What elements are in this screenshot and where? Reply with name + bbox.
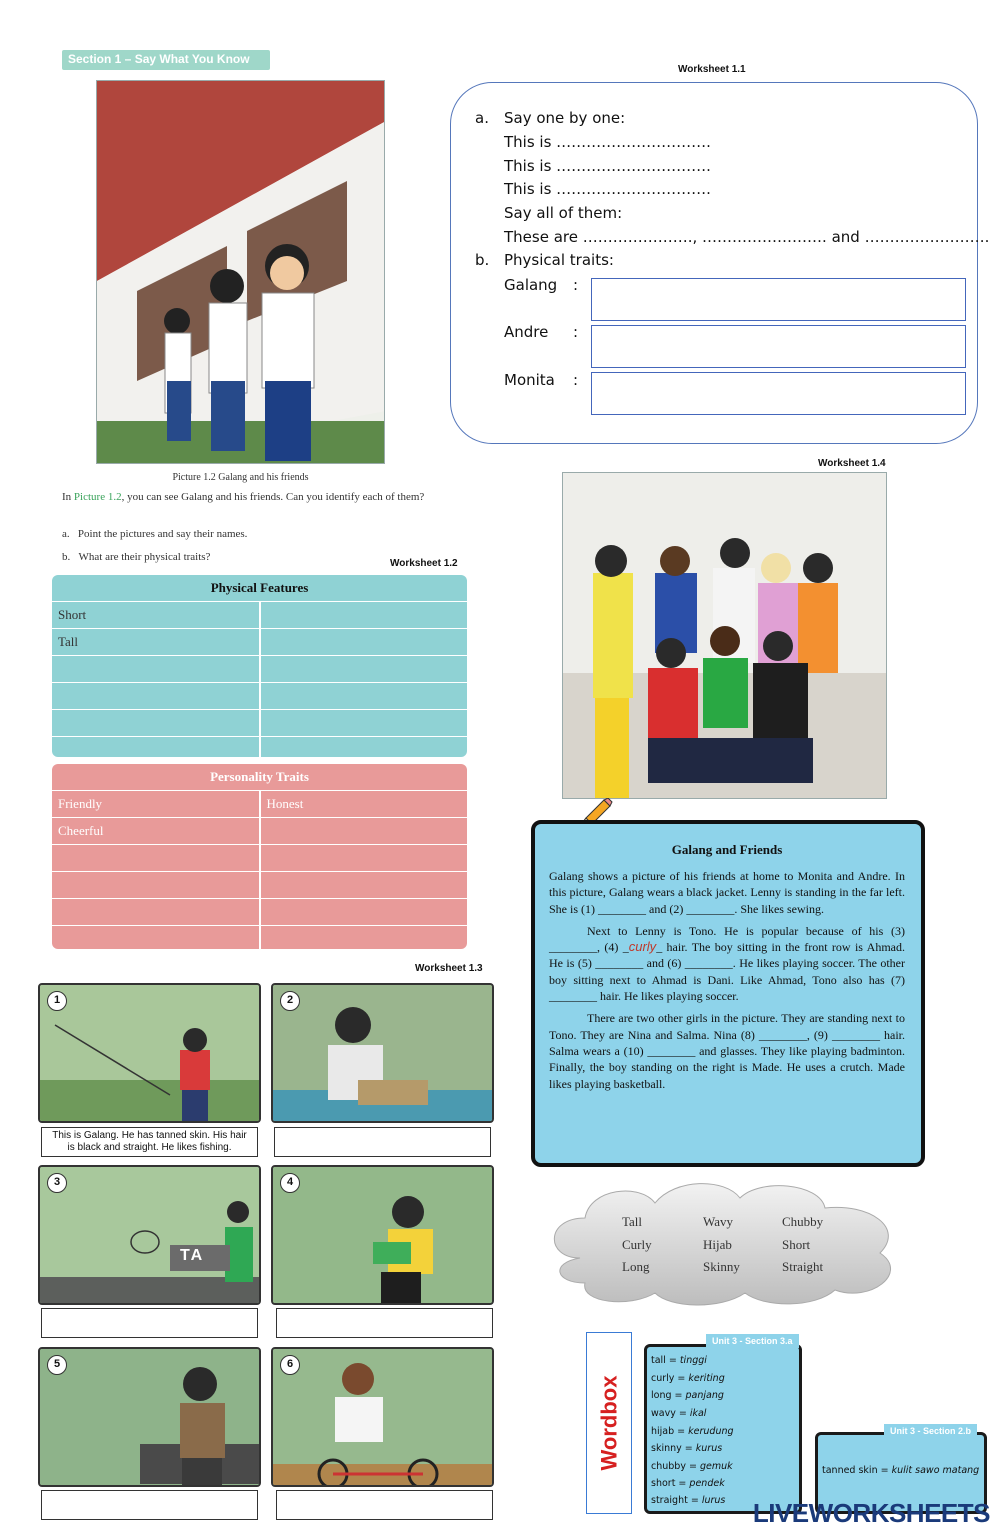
vocab-item <box>651 1478 725 1489</box>
fishing-scene <box>40 985 261 1123</box>
vocab-term: skinny = <box>651 1443 696 1454</box>
vocab-card-1-tab: Unit 3 - Section 3.a <box>706 1334 799 1348</box>
table-cell: Honest <box>259 791 468 817</box>
table-cell-input[interactable] <box>259 629 468 655</box>
wordbox-title-text: Wordbox <box>596 1375 622 1471</box>
table-row <box>52 790 467 817</box>
personality-traits-table <box>52 764 467 949</box>
trait-name-galang: Galang <box>504 276 558 294</box>
vocab-card-2-tab: Unit 3 - Section 2.b <box>884 1424 977 1438</box>
trait-name-andre: Andre <box>504 323 549 341</box>
worksheet-1-1-box <box>450 82 990 444</box>
word-cloud <box>540 1178 908 1308</box>
panel-number: 4 <box>280 1173 300 1193</box>
story-box <box>531 820 925 1167</box>
comic-panel-3 <box>38 1165 261 1305</box>
table-row <box>52 844 467 871</box>
panel-number: 1 <box>47 991 67 1011</box>
cloud-word[interactable]: Tall <box>622 1214 643 1229</box>
comic-panel-1 <box>38 983 261 1123</box>
table-cell-input[interactable] <box>52 710 259 736</box>
panel-caption-2[interactable] <box>274 1127 491 1157</box>
picture-galang-friends <box>96 80 385 464</box>
vocab-term: short = <box>651 1478 690 1489</box>
vocab-item <box>651 1426 734 1437</box>
cloud-word[interactable]: Chubby <box>782 1214 824 1229</box>
badminton-scene <box>40 1167 261 1305</box>
vocab-item <box>651 1461 733 1472</box>
intro-rest: , you can see Galang and his friends. Can you identify each of them? <box>121 491 425 503</box>
vocab-translation: kurus <box>695 1443 723 1454</box>
school-illustration <box>97 81 385 464</box>
story-paragraph-2 <box>549 923 905 1004</box>
worksheet-1-4-label: Worksheet 1.4 <box>818 458 886 469</box>
phone-scene <box>273 985 494 1123</box>
vocab-term: wavy = <box>651 1408 690 1419</box>
table-row <box>52 925 467 949</box>
wordbox-title <box>586 1332 632 1514</box>
cloud-word[interactable]: Hijab <box>703 1237 732 1252</box>
physical-features-title: Physical Features <box>210 580 309 595</box>
vocab-item <box>651 1443 722 1454</box>
cloud-word[interactable]: Wavy <box>703 1214 733 1229</box>
trait-input-monita[interactable] <box>591 372 966 415</box>
table-row <box>52 655 467 682</box>
ws11-this-is-1[interactable]: This is …………………………. <box>504 133 711 151</box>
vocab-translation: panjang <box>685 1390 724 1401</box>
table-cell-input[interactable] <box>52 899 259 925</box>
vocab-translation: kulit sawo matang <box>891 1465 980 1476</box>
ws11-a-title: Say one by one: <box>504 109 626 127</box>
worksheet-1-1-label: Worksheet 1.1 <box>678 64 746 75</box>
section-badge: Section 1 – Say What You Know <box>62 50 270 70</box>
vocab-translation: ikal <box>689 1408 707 1419</box>
question-b-marker: b. <box>62 551 71 563</box>
table-cell-input[interactable] <box>52 737 259 757</box>
vocab-item <box>822 1465 979 1476</box>
panel-number: 5 <box>47 1355 67 1375</box>
story-paragraph-3: There are two other girls in the picture. They are standing next to Tono. They are Nina and Salma. Nina (8) ________, (9) ________ hair. Salma wears a (10) ________ and glasses. They like playing badminton. Finally, the boy standing on the right is Made. He uses a crutch. Made likes playing basketball. <box>549 1011 905 1091</box>
intro-prefix: In <box>62 491 74 503</box>
table-row <box>52 628 467 655</box>
trait-colon-andre: : <box>573 323 579 341</box>
table-row <box>52 601 467 628</box>
vocab-translation: kerudung <box>688 1426 734 1437</box>
table-cell-input[interactable] <box>259 683 468 709</box>
vocab-translation: pendek <box>689 1478 725 1489</box>
panel-number: 2 <box>280 991 300 1011</box>
vocab-term: tanned skin = <box>822 1465 892 1476</box>
panel-caption-5[interactable] <box>41 1490 258 1520</box>
bench-scene <box>40 1349 261 1487</box>
ws11-say-all: Say all of them: <box>504 204 623 222</box>
story-title: Galang and Friends <box>671 842 783 857</box>
vocab-item <box>651 1355 707 1366</box>
vocab-term: curly = <box>651 1373 689 1384</box>
story-p2-start: Next to Lenny is Tono. He is popular because of his (3) ________, (4) _ <box>549 923 905 955</box>
vocab-term: hijab = <box>651 1426 689 1437</box>
panel-number: 6 <box>280 1355 300 1375</box>
table-cell-input[interactable] <box>52 656 259 682</box>
ws11-b-marker: b. <box>475 251 490 269</box>
table-row <box>52 898 467 925</box>
vocab-term: long = <box>651 1390 686 1401</box>
trait-colon-galang: : <box>573 276 579 294</box>
worksheet-1-3-label: Worksheet 1.3 <box>415 963 483 974</box>
vocab-translation: tinggi <box>679 1355 707 1366</box>
vocab-translation: gemuk <box>699 1461 733 1472</box>
intro-link: Picture 1.2 <box>73 491 122 503</box>
table-cell-input[interactable] <box>259 845 468 871</box>
vocab-term: straight = <box>651 1495 702 1506</box>
vocab-item <box>651 1408 706 1419</box>
story-paragraph-1: Galang shows a picture of his friends at home to Monita and Andre. In this picture, Galang wears a black jacket. Lenny is standing in the far left. She is (1) ________ and (2) ________. She likes sewing. <box>549 869 905 916</box>
table-cell: Short <box>58 607 87 622</box>
table-cell-input[interactable] <box>259 818 468 844</box>
table-cell-input[interactable] <box>52 845 259 871</box>
trait-name-monita: Monita <box>504 371 555 389</box>
table-row <box>52 817 467 844</box>
table-cell-input[interactable] <box>259 899 468 925</box>
story-p2-end: _ hair. The boy sitting in the front row is Ahmad. He is (5) ________ and (6) ________. He likes playing soccer. The other boy sitting next to Ahmad is Dani. Like Ahmad, Tono also has (7) ________ hair. He likes playing soccer. <box>549 940 905 1004</box>
personality-traits-title: Personality Traits <box>210 769 309 784</box>
ws11-these-are[interactable]: These are …………………., ……………………. and ……………………. <box>504 228 990 246</box>
question-a <box>62 528 247 540</box>
vocab-item <box>651 1373 725 1384</box>
picture-caption: Picture 1.2 Galang and his friends <box>172 472 309 483</box>
cloud-word[interactable]: Short <box>782 1237 811 1252</box>
vocab-translation: lurus <box>701 1495 726 1506</box>
table-cell-input[interactable] <box>52 872 259 898</box>
panel-number: 3 <box>47 1173 67 1193</box>
story-answer-curly[interactable]: curly <box>628 939 657 955</box>
bicycle-scene <box>273 1349 494 1487</box>
comic-panel-6 <box>271 1347 494 1487</box>
physical-features-table <box>52 575 467 757</box>
vocab-translation: keriting <box>688 1373 725 1384</box>
table-cell-input[interactable] <box>52 683 259 709</box>
table-cell-input[interactable] <box>259 710 468 736</box>
table-cell-input[interactable] <box>259 926 468 949</box>
table-cell: Cheerful <box>58 823 104 838</box>
worksheet-1-2-label: Worksheet 1.2 <box>390 558 458 569</box>
table-row <box>52 709 467 736</box>
ws11-b-title: Physical traits: <box>504 251 614 269</box>
trait-colon-monita: : <box>573 371 579 389</box>
table-cell: Friendly <box>58 796 103 811</box>
ws11-this-is-3[interactable]: This is …………………………. <box>504 180 711 198</box>
table-cell-input[interactable] <box>259 737 468 757</box>
reading-scene <box>273 1167 494 1305</box>
vocab-item <box>651 1495 725 1506</box>
question-a-marker: a. <box>62 528 70 540</box>
panel-caption-3[interactable] <box>41 1308 258 1338</box>
table-cell-input[interactable] <box>52 926 259 949</box>
table-row <box>52 871 467 898</box>
comic-panel-2 <box>271 983 494 1123</box>
vocab-term: chubby = <box>651 1461 700 1472</box>
cloud-word[interactable]: Skinny <box>703 1259 740 1274</box>
ws11-this-is-2[interactable]: This is …………………………. <box>504 157 711 175</box>
picture-intro <box>62 490 432 505</box>
trait-input-galang[interactable] <box>591 278 966 321</box>
table-cell: Tall <box>58 634 79 649</box>
ws11-a-marker: a. <box>475 109 489 127</box>
panel3-sign-text: TA <box>180 1247 205 1264</box>
table-cell-input[interactable] <box>259 656 468 682</box>
panel-caption-4[interactable] <box>276 1308 493 1338</box>
vocab-term: tall = <box>651 1355 680 1366</box>
question-b-text: What are their physical traits? <box>78 551 211 563</box>
trait-input-andre[interactable] <box>591 325 966 368</box>
question-a-text: Point the pictures and say their names. <box>77 528 248 540</box>
cloud-word[interactable]: Curly <box>622 1237 652 1252</box>
question-b <box>62 551 210 563</box>
table-cell-input[interactable] <box>259 872 468 898</box>
cloud-word[interactable]: Long <box>622 1259 650 1274</box>
table-cell-input[interactable] <box>259 602 468 628</box>
cloud-word[interactable]: Straight <box>782 1259 824 1274</box>
comic-panel-4 <box>271 1165 494 1305</box>
comic-panel-5 <box>38 1347 261 1487</box>
friends-group-picture <box>562 472 887 799</box>
vocab-item <box>651 1390 724 1401</box>
table-row <box>52 682 467 709</box>
panel-caption-1: This is Galang. He has tanned skin. His hair is black and straight. He likes fishing. <box>41 1127 258 1157</box>
liveworksheets-logo[interactable]: LIVEWORKSHEETS <box>752 1498 990 1528</box>
panel-caption-6[interactable] <box>276 1490 493 1520</box>
group-illustration <box>563 473 887 799</box>
table-row <box>52 736 467 757</box>
